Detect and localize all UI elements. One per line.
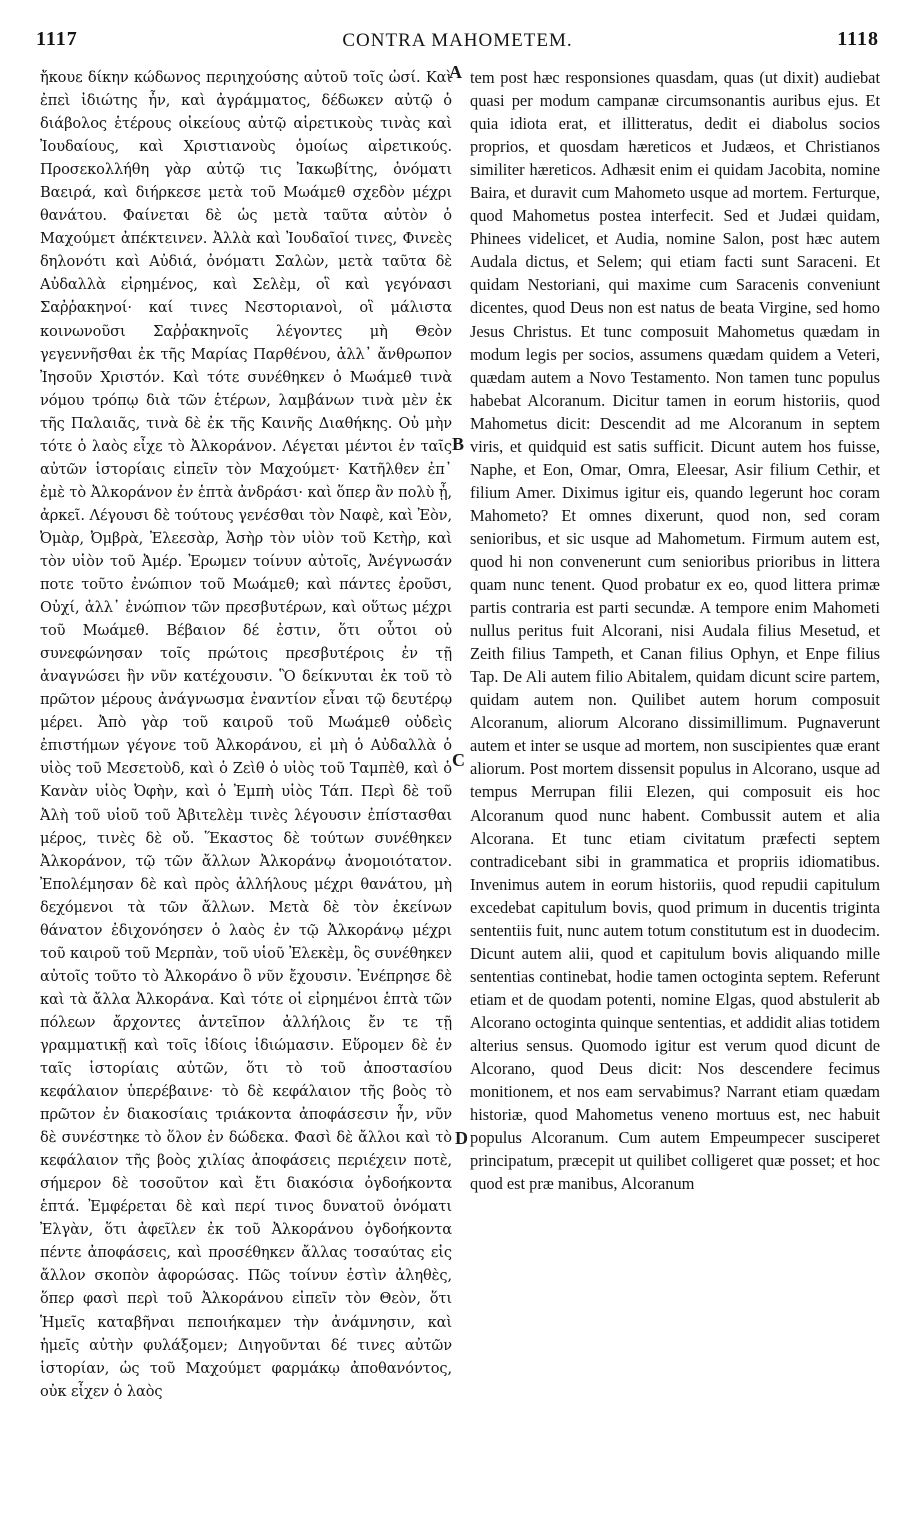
latin-column [470, 66, 880, 1532]
left-column-number: 1117 [36, 28, 78, 50]
running-header [36, 28, 879, 58]
right-column-number: 1118 [837, 28, 879, 50]
greek-text: ἤκουε δίκην κώδωνος περιηχούσης αὐτοῦ τοῖς ὠσί. Καὶ ἐπεὶ ἰδιώτης ἦν, καὶ ἀγράμματος, δέδωκεν αὐτῷ ὁ διάβολος ἑτέρους οἰκείους αὐτῷ αἱρετικοὺς τινὰς καὶ Ἰουδαίους, καὶ Χριστιανοὺς ὁμοίως αἱρετικούς. Προσεκολλήθη γὰρ αὐτῷ τις Ἰακωβίτης, ὀνόματι Βαειρά, καὶ διήρκεσε μετὰ τοῦ Μωάμεθ σχεδὸν μέχρι θανάτου. Φαίνεται δὲ ὡς μετὰ ταῦτα αὐτὸν ὁ Μαχούμετ ἀπέκτεινεν. Ἀλλὰ καὶ Ἰουδαῖοί τινες, Φινεὲς δηλονότι καὶ Αὐδιά, ὀνόματι Σαλὼν, μετὰ ταῦτα δὲ Αὐδαλλὰ εἰρημένος, καὶ Σελὲμ, οἳ καὶ γεγόνασι Σαῤῥακηνοί· καί τινες Νεστοριανοὶ, οἳ μάλιστα κοινωνοῦσι Σαῤῥακηνοῖς λέγοντες μὴ Θεὸν γεγεννῆσθαι ἐκ τῆς Μαρίας Παρθένου, ἀλλ᾽ ἄνθρωπον Ἰησοῦν Χριστόν. Καὶ τότε συνέθηκεν ὁ Μωάμεθ τινὰ νόμου τρόπῳ διὰ τῶν ἑτέρων, λαμβάνων τινὰ μὲν ἐκ τῆς Παλαιᾶς, τινὰ δὲ ἐκ τῆς Καινῆς Διαθήκης. Οὐ μὴν τότε ὁ λαὸς εἶχε τὸ Ἀλκοράνον. Λέγεται μέντοι ἐν ταῖς αὐτῶν ἱστορίαις εἰπεῖν τὸν Μαχούμετ· Κατῆλθεν ἐπ᾽ ἐμὲ τὸ Ἀλκοράνον ἐν ἑπτὰ ἀνδράσι· καὶ ὅπερ ἂν πολὺ ᾖ, ἀρκεῖ. Λέγουσι δὲ τούτους γενέσθαι τὸν Ναφὲ, καὶ Ἐὸν, Ὀμὰρ, Ὀμβρὰ, Ἐλεεσὰρ, Ἀσὴρ τὸν υἱὸν τοῦ Κετὴρ, καὶ τὸν υἱὸν τοῦ Ἀμέρ. Ἐρωμεν τοίνυν αὐτοῖς, Ἀνέγνωσάν ποτε τοῦτο ἐνώπιον τοῦ Μωάμεθ; καὶ πάντες ἐροῦσι, Οὐχί, ἀλλ᾽ ἐνώπιον τῶν πρεσβυτέρων, καὶ οὕτως μέχρι τοῦ Μωάμεθ. Βέβαιον δέ ἐστιν, ὅτι οὗτοι οὐ συνεφώνησαν τοῖς πρώτοις πρεσβυτέροις ἐν τῇ ἀναγνώσει ἣν νῦν κατέχουσιν. Ὃ δείκνυται ἐκ τοῦ τὸ πρῶτον μέρους ἀνάγνωσμα ἐναντίον εἶναι τῷ δευτέρῳ μέρει. Ἀπὸ γὰρ τοῦ καιροῦ τοῦ Μωάμεθ οὐδεὶς ἐπιστήμων γέγονε τοῦ Ἀλκοράνου, εἰ μὴ ὁ Αὐδαλλὰ ὁ υἱὸς τοῦ Μεσετοὺδ, καὶ ὁ Ζεὶθ ὁ υἱὸς τοῦ Ταμπὲθ, καὶ ὁ Κανὰν υἱὸς Ὀφὴν, καὶ ὁ Ἐμπὴ υἱὸς Τάπ. Περὶ δὲ τοῦ Ἀλὴ τοῦ υἱοῦ τοῦ Ἀβιτελὲμ τινὲς λέγουσιν ἐπίστασθαι μέρος, τινὲς δὲ οὔ. Ἕκαστος δὲ τούτων συνέθηκεν Ἀλκοράνον, τῷ τῶν ἄλλων Ἀλκοράνῳ ἀνομοιότατον. Ἐπολέμησαν δὲ καὶ πρὸς ἀλλήλους μέχρι θανάτου, μὴ δεχόμενοι τὰ τῶν ἄλλων. Μετὰ δὲ τὸν ἐκείνων θάνατον ἐδιχονόησεν ὁ λαὸς ἐν τῷ Ἀλκοράνῳ μέχρι τοῦ καιροῦ τοῦ Μερπὰν, τοῦ υἱοῦ Ἐλεκὲμ, ὃς συνέθηκεν αὐτοῖς τοῦτο τὸ Ἀλκοράνο ὃ νῦν ἔχουσιν. Ἐνέπρησε δὲ καὶ τὰ ἄλλα Ἀλκοράνα. Καὶ τότε οἱ εἰρημένοι ἑπτὰ τῶν πόλεων ἄρχοντες ἀντεῖπον ἀλλήλοις ἔν τε τῇ γραμματικῇ καὶ τοῖς ἰδίοις ἰδιώμασιν. Εὕρομεν δὲ ἐν ταῖς ἱστορίαις αὐτῶν, ὅτι τὸ τοῦ ἀποστασίου κεφάλαιον ὑπερέβαινε· τὸ δὲ κεφάλαιον τῆς βοὸς τὸ πρῶτον ἐν διακοσίαις τριάκοντα ἀποφάσεσιν ἦν, νῦν δὲ συνέστηκε τὸ ὅλον ἐν δώδεκα. Φασὶ δὲ ἄλλοι καὶ τὸ κεφάλαιον τῆς βοὸς χιλίας ἀποφάσεις περιέχειν ποτὲ, σήμερον δὲ τοσοῦτον καὶ ἔτι διακόσια ὀγδοήκοντα ἑπτά. Ἐμφέρεται δὲ καὶ περί τινος δυνατοῦ ὀνόματι Ἐλγὰν, ὅτι ἀφεῖλεν ἐκ τοῦ Ἀλκοράνου ὀγδοήκοντα πέντε ἀποφάσεις, καὶ προσέθηκεν ἄλλας τοσαύτας εἰς ἄλλον σκοπὸν ἀφορώσας. Πῶς τοίνυν ἐστὶν ἀληθὲς, ὅπερ φασὶ περὶ τοῦ Ἀλκοράνου εἰπεῖν τὸν Θεὸν, ὅτι Ἡμεῖς καταβῆναι πεποιήκαμεν τὴν ἀνάμνησιν, καὶ ἡμεῖς αὐτὴν φυλάξομεν; Διηγοῦνται δέ τινες αὐτῶν ἱστορίαν, ὡς τοῦ Μαχούμετ φαρμάκῳ ἀποθανόντος, οὐκ εἶχεν ὁ λαὸς [40, 69, 452, 1400]
latin-text: tem post hæc responsiones quasdam, quas (ut dixit) audiebat quasi per modum campanæ circumsonantis auribus ejus. Et quia idiota erat, et illitteratus, dedit ei diabolus socios proprios, et quosdam hæreticos et Judæos, et Christianos similiter hæreticos. Adhæsit enim ei quidam Jacobita, nomine Baira, et duravit cum Mahometo usque ad mortem. Ferturque, quod Mahometus postea interfecit. Sed et Judæi quidam, Phinees videlicet, et Audia, nomine Salon, post hæc autem Audala dictus, et Selem; qui etiam facti sunt Saraceni. Et quidam Nestoriani, qui maxime cum Saracenis conveniunt dicentes, quod Deus non est natus de beata Virgine, sed homo Jesus Christus. Et tunc composuit Mahometus quædam in modum legis per socios, assumens quædam quidem a Veteri, quædam autem a Novo Testamento. Non tamen tunc populus habebat Alcoranum. Dicitur tamen in eorum historiis, quod Mahometus dicit: Descendit ad me Alcoranum in septem viris, et quidquid est satis sufficit. Dicunt autem hos fuisse, Naphe, et Eon, Omar, Omra, Eleesar, Asir filium Cethir, et filium Amer. Diximus igitur eis, quando legerunt hoc coram Mahometo? Et omnes dixerunt, quod non, sed coram senioribus, et sic usque ad Mahometum. Firmum autem est, quod hi non convenerunt cum senioribus prioribus in littera quam nunc tenent. Quod probatur ex eo, quod littera primæ partis contraria est parti secundæ. A tempore enim Mahometi nullus peritus fuit Alcorani, nisi Audala filius Mesetud, et Zeith filius Tampeth, et Canan filius Ophyn, et Enpe filius Tap. De Ali autem filio Abitalem, quidam dicunt scire partem, quidam autem non. Quilibet autem horum composuit Alcoranum, aliorum Alcorano dissimillimum. Pugnaverunt autem et inter se usque ad mortem, non suscipientes quæ erant aliorum. Post mortem dissensit populus in Alcorano, usque ad tempus Merrupan filii Elezen, qui composuit eis hoc Alcoranum quod nunc habent. Combussit autem et alia Alcorana. Et tunc etiam civitatum præfecti septem contradicebant sibi in grammatica et propriis idiomatibus. Invenimus autem in eorum historiis, quod repudii capitulum excedebat capitulum bovis, quod primum in ducentis triginta sententiis fuit, nunc autem totum constitutum est in duodecim. Dicunt autem alii, quod et capitulum bovis aliquando mille sententias continebat, hodie tamen octoginta septem. Referunt etiam et de quodam potenti, nomine Elgas, quod abstulerit ab Alcorano octoginta quinque sententias, et addidit alias totidem alterius sensus. Quomodo igitur est verum quod dicunt de Alcorano, quod Deus dicit: Nos descendere fecimus monitionem, et nos eam servabimus? Narrant etiam quædam historiæ, quod Mahometus veneno mortuus est, nec habuit populus Alcoranum. Cum autem Empeumpecer susciperet principatum, præcepit ut quilibet colligeret quæ posset; et hoc quod est præ manibus, Alcoranum [470, 68, 880, 1194]
section-marker-b: B [452, 434, 465, 454]
section-marker-c: C [452, 750, 465, 770]
section-marker-d: D [455, 1128, 468, 1148]
greek-column [40, 66, 452, 1532]
section-marker-a: A [449, 62, 462, 82]
running-title: CONTRA MAHOMETEM. [342, 30, 573, 51]
